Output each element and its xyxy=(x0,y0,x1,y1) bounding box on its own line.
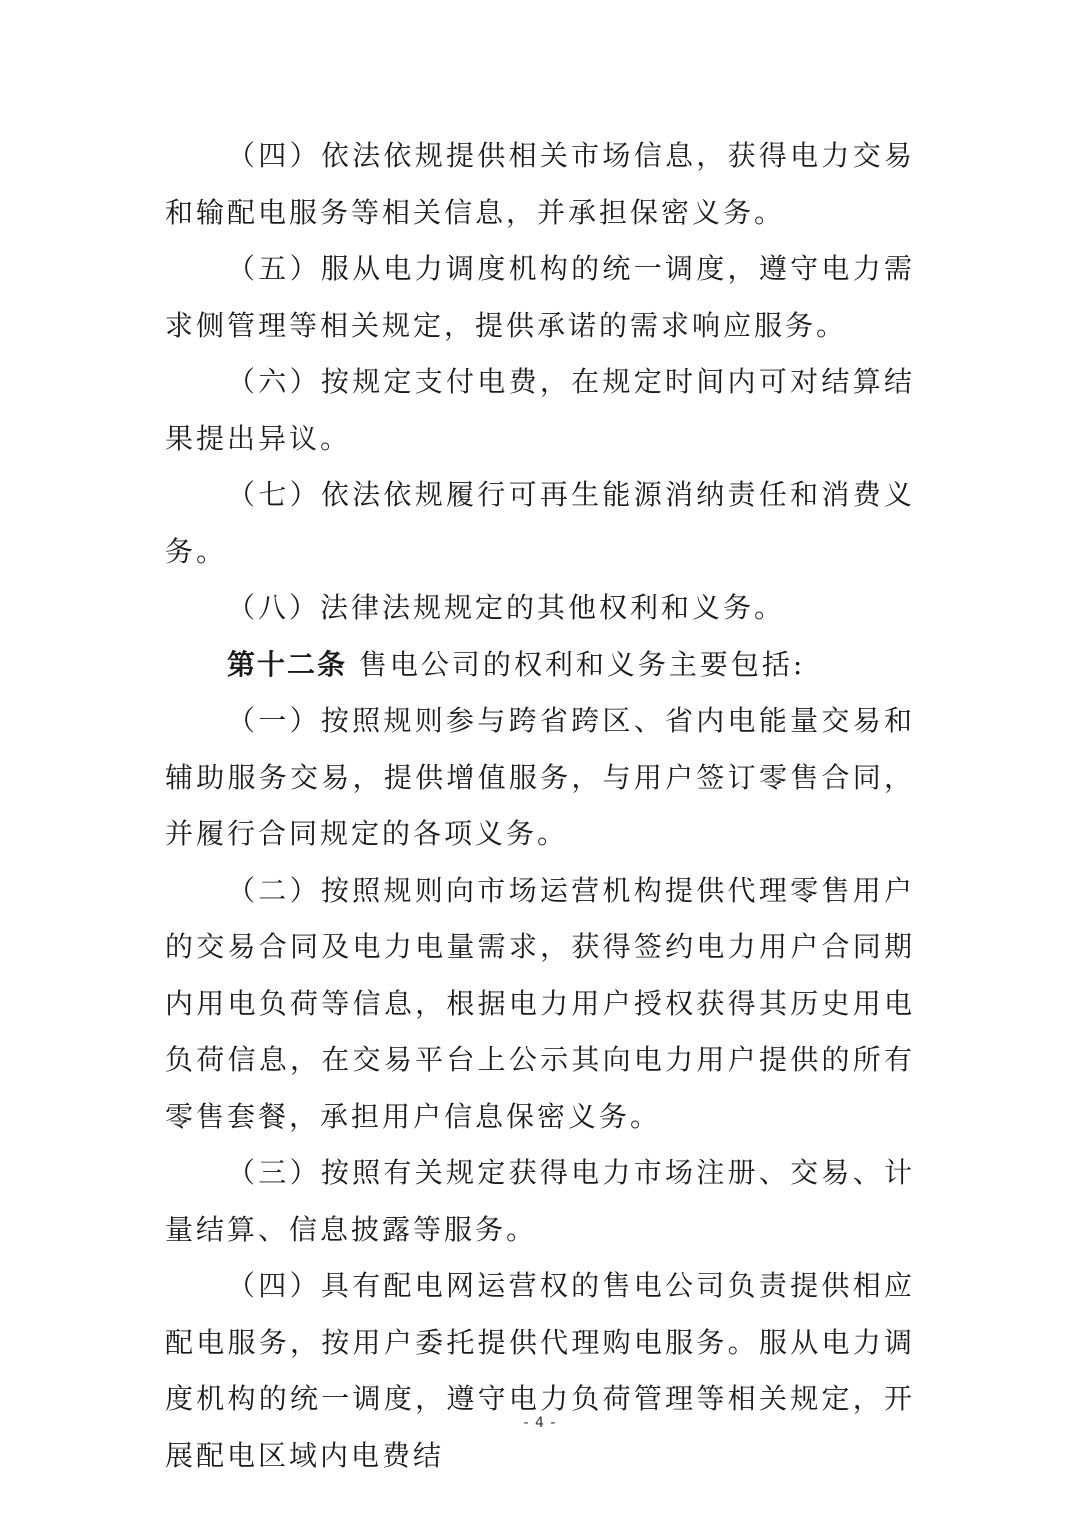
paragraph-item-7: （七）依法依规履行可再生能源消纳责任和消费义务。 xyxy=(165,478,915,568)
paragraph-item-6: （六）按规定支付电费，在规定时间内可对结算结果提出异议。 xyxy=(165,365,915,455)
document-body xyxy=(165,128,915,1484)
article-intro-text: 售电公司的权利和义务主要包括: xyxy=(347,647,806,681)
paragraph-item-4: （四）依法依规提供相关市场信息，获得电力交易和输配电服务等相关信息，并承担保密义务。 xyxy=(165,139,915,229)
article-12-heading-paragraph xyxy=(165,637,915,694)
article-title: 第十二条 xyxy=(227,647,348,681)
paragraph-item-5: （五）服从电力调度机构的统一调度，遵守电力需求侧管理等相关规定，提供承诺的需求响应服务。 xyxy=(165,252,915,342)
article-item-3: （三）按照有关规定获得电力市场注册、交易、计量结算、信息披露等服务。 xyxy=(165,1156,915,1246)
page-number: - 4 - xyxy=(523,1415,557,1431)
article-item-1: （一）按照规则参与跨省跨区、省内电能量交易和辅助服务交易，提供增值服务，与用户签订零售合同，并履行合同规定的各项义务。 xyxy=(165,704,915,850)
article-item-4: （四）具有配电网运营权的售电公司负责提供相应配电服务，按用户委托提供代理购电服务。服从电力调度机构的统一调度，遵守电力负荷管理等相关规定，开展配电区域内电费结 xyxy=(165,1269,915,1472)
paragraph-item-8: （八）法律法规规定的其他权利和义务。 xyxy=(227,591,786,624)
article-item-2: （二）按照规则向市场运营机构提供代理零售用户的交易合同及电力电量需求，获得签约电力用户合同期内用电负荷等信息，根据电力用户授权获得其历史用电负荷信息，在交易平台上公示其向电力用户提供的所有零售套餐，承担用户信息保密义务。 xyxy=(165,873,915,1133)
